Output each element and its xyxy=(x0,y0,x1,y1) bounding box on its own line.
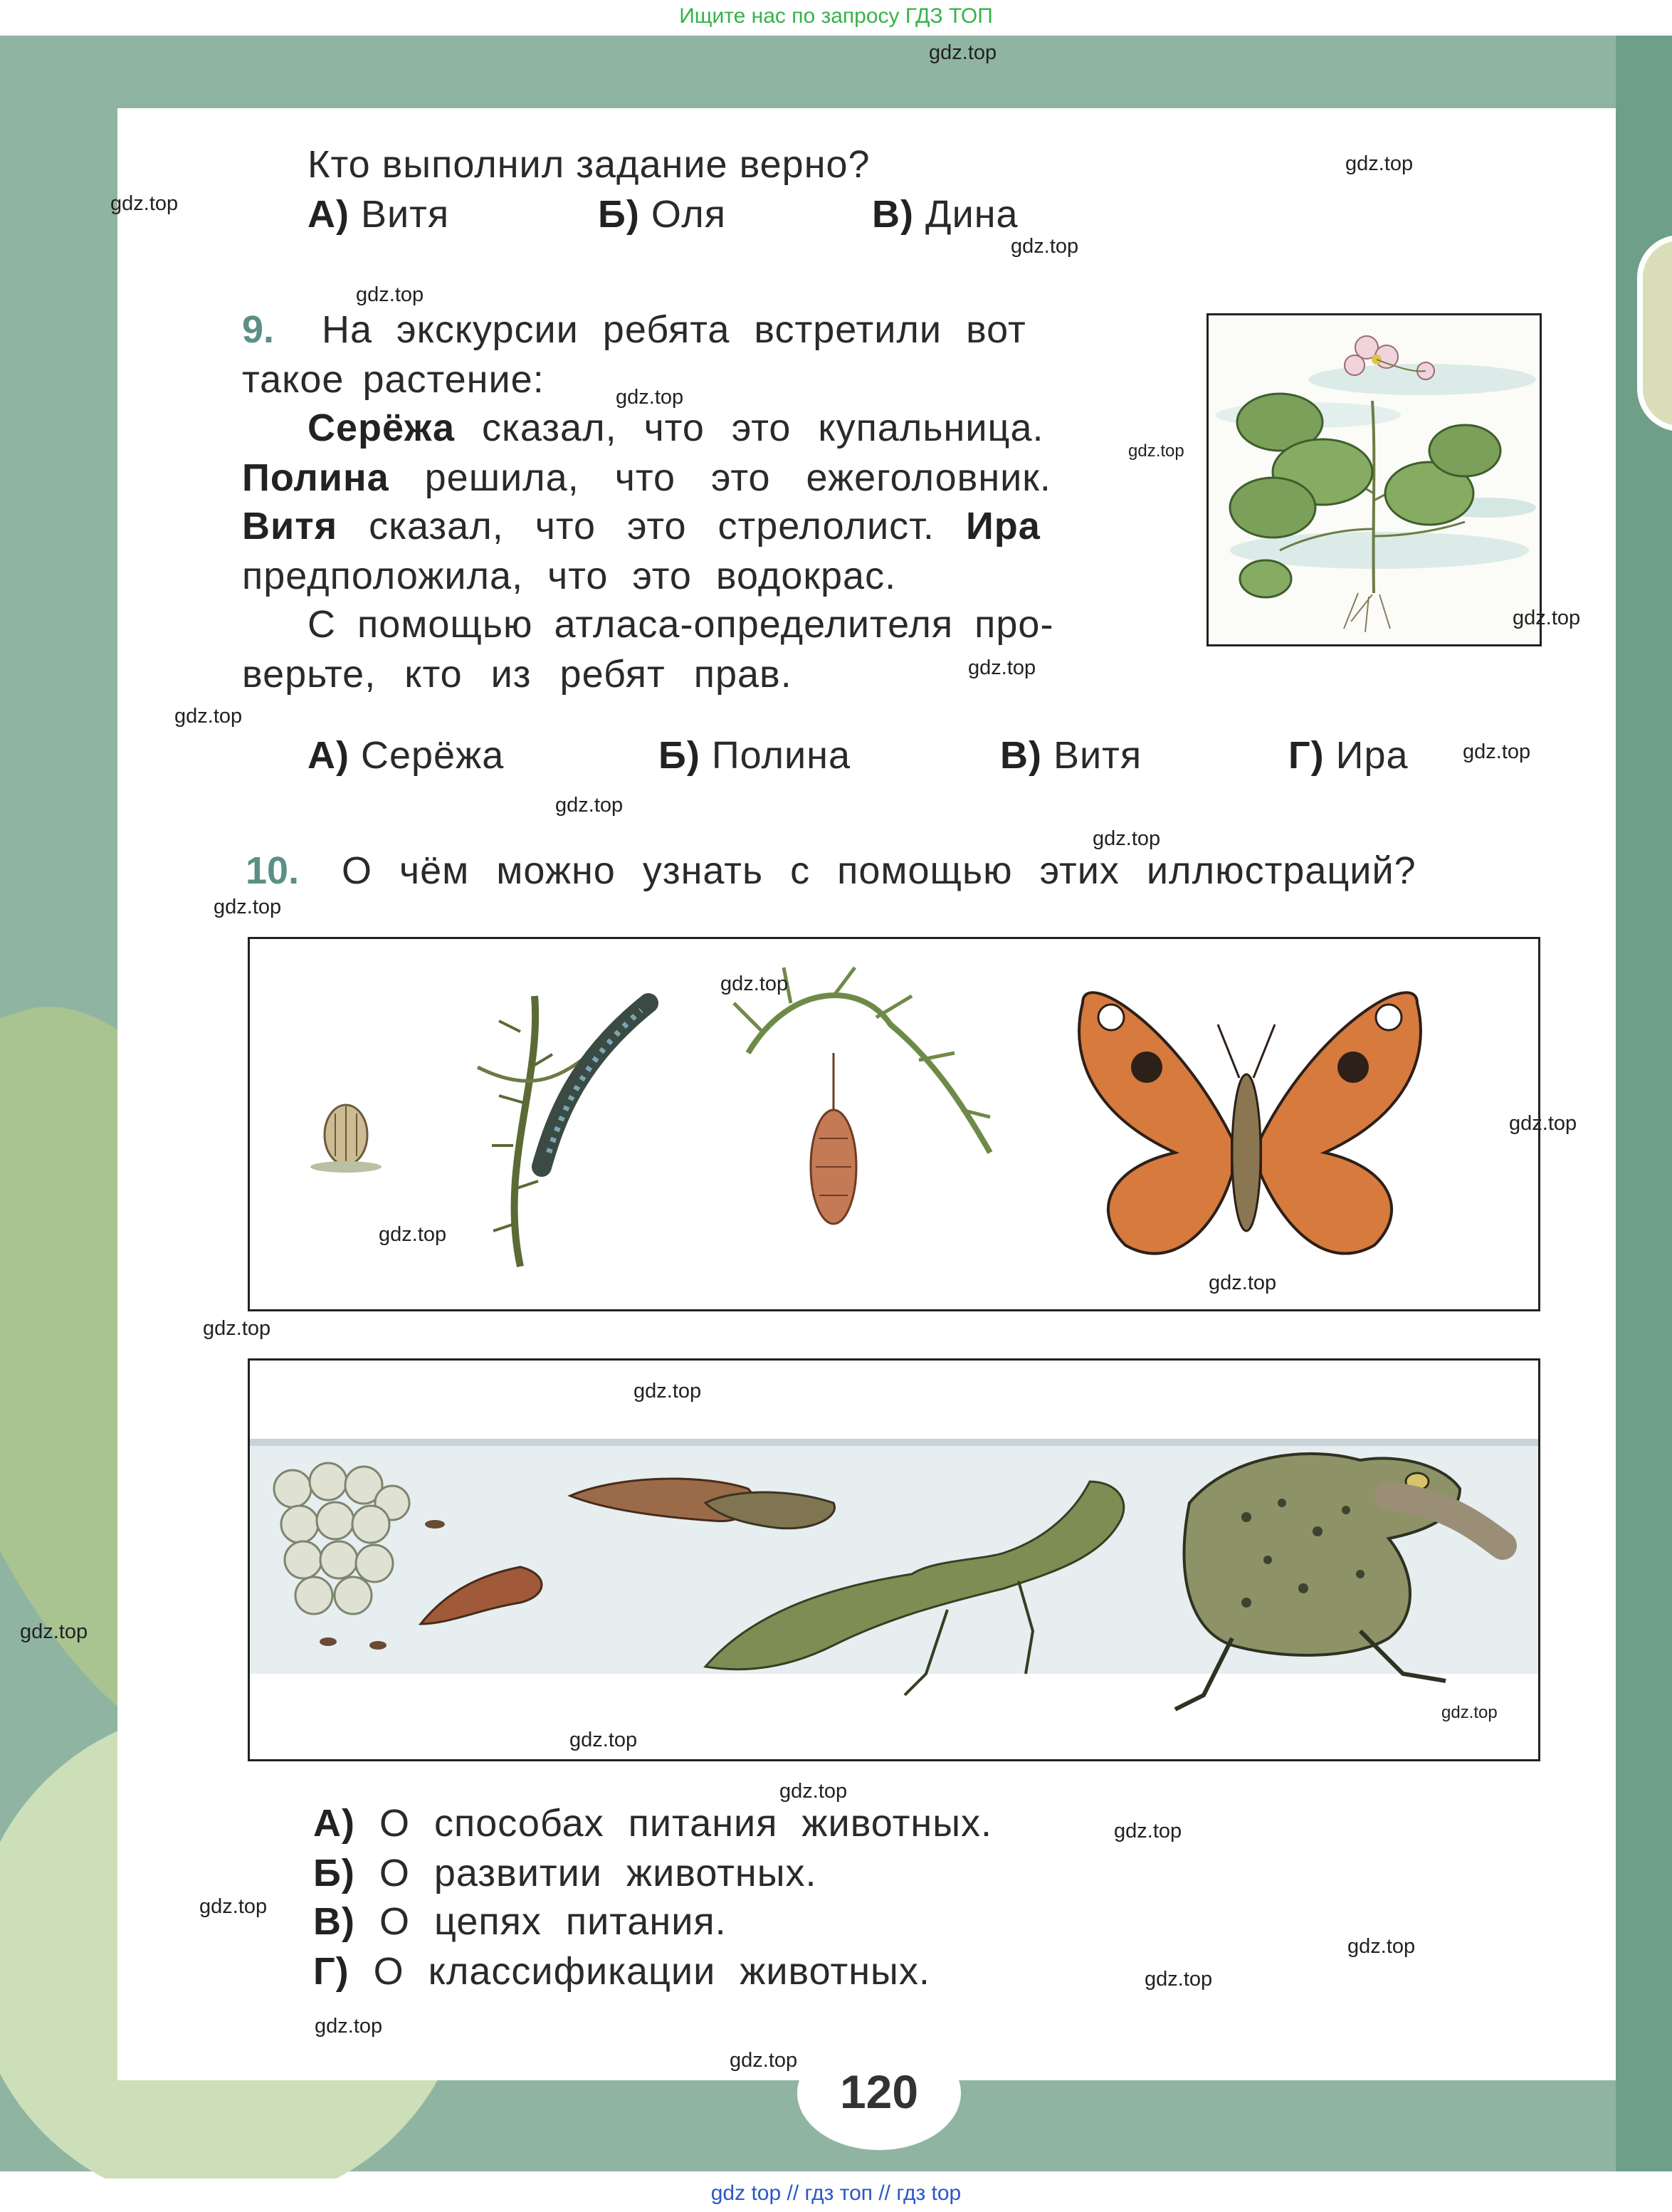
banner-text[interactable]: Ищите нас по запросу ГДЗ ТОП xyxy=(679,4,993,28)
q9-option-b: Б) Полина xyxy=(658,734,851,777)
q9-option-c: В) Витя xyxy=(1000,734,1142,777)
watermark: gdz.top xyxy=(214,896,282,918)
watermark: gdz.top xyxy=(555,794,624,817)
watermark: gdz.top xyxy=(1347,1935,1416,1958)
watermark: gdz.top xyxy=(199,1895,268,1918)
q9-option-a: А) Серёжа xyxy=(307,734,505,777)
q9-number: 9. xyxy=(242,308,275,351)
q10-number: 10. xyxy=(246,849,300,892)
watermark: gdz.top xyxy=(929,41,997,64)
watermark: gdz.top xyxy=(633,1380,702,1403)
q9-line2: такое растение: xyxy=(242,358,545,401)
q9-line8: верьте, кто из ребят прав. xyxy=(242,653,792,696)
q8-option-a: А) Витя xyxy=(307,193,450,236)
q8-question: Кто выполнил задание верно? xyxy=(307,143,871,186)
watermark: gdz.top xyxy=(569,1729,638,1751)
watermark: gdz.top xyxy=(110,192,179,215)
q9-line7: С помощью атласа-определителя про- xyxy=(307,603,1054,646)
watermark: gdz.top xyxy=(720,973,789,995)
watermark: gdz.top xyxy=(1128,441,1184,461)
q8-option-c: В) Дина xyxy=(872,193,1019,236)
watermark: gdz.top xyxy=(20,1620,88,1643)
watermark: gdz.top xyxy=(203,1317,271,1340)
watermark: gdz.top xyxy=(1011,235,1079,258)
q10-option-c: В) О цепях питания. xyxy=(313,1900,727,1943)
watermark: gdz.top xyxy=(174,705,243,728)
top-banner[interactable] xyxy=(0,0,1672,36)
q9-line4: Полина решила, что это ежеголовник. xyxy=(242,456,1051,499)
watermark: gdz.top xyxy=(1209,1272,1277,1294)
watermark: gdz.top xyxy=(1441,1703,1498,1722)
q10-option-b: Б) О развитии животных. xyxy=(313,1852,817,1894)
watermark: gdz.top xyxy=(968,656,1036,679)
butterfly-life-cycle-illustration xyxy=(248,937,1540,1311)
q9-option-d: Г) Ира xyxy=(1288,734,1409,777)
watermark: gdz.top xyxy=(356,283,424,306)
frog-life-cycle-illustration xyxy=(248,1358,1540,1761)
watermark: gdz.top xyxy=(1093,827,1161,850)
side-tab xyxy=(1637,235,1672,431)
watermark: gdz.top xyxy=(1114,1820,1182,1843)
watermark: gdz.top xyxy=(1463,740,1531,763)
q10-option-d: Г) О классификации животных. xyxy=(313,1950,930,1993)
watermark: gdz.top xyxy=(315,2015,383,2038)
frog-drawing xyxy=(250,1361,1538,1759)
plant-drawing xyxy=(1209,315,1540,644)
butterfly-drawing xyxy=(250,939,1538,1309)
q9-line3: Серёжа сказал, что это купальница. xyxy=(307,407,1044,449)
watermark: gdz.top xyxy=(1513,607,1581,629)
watermark: gdz.top xyxy=(616,386,684,409)
q10-question: О чём можно узнать с помощью этих иллюстраций? xyxy=(342,849,1416,892)
watermark: gdz.top xyxy=(730,2049,798,2072)
q9-line5: Витя сказал, что это стрелолист. Ира xyxy=(242,505,1041,547)
plant-illustration xyxy=(1206,313,1542,646)
watermark: gdz.top xyxy=(379,1223,447,1246)
watermark: gdz.top xyxy=(779,1780,848,1803)
footer-links[interactable] xyxy=(0,2179,1672,2212)
watermark: gdz.top xyxy=(1509,1112,1577,1135)
watermark: gdz.top xyxy=(1145,1968,1213,1991)
q9-line6: предположила, что это водокрас. xyxy=(242,555,897,597)
q8-option-b: Б) Оля xyxy=(598,193,726,236)
q9-line1: На экскурсии ребята встретили вот xyxy=(322,308,1026,351)
watermark: gdz.top xyxy=(1345,152,1414,175)
footer-links-text[interactable]: gdz top // гдз топ // гдз top xyxy=(710,2181,962,2205)
q10-option-a: А) О способах питания животных. xyxy=(313,1802,993,1845)
page-number: 120 xyxy=(839,2065,919,2118)
